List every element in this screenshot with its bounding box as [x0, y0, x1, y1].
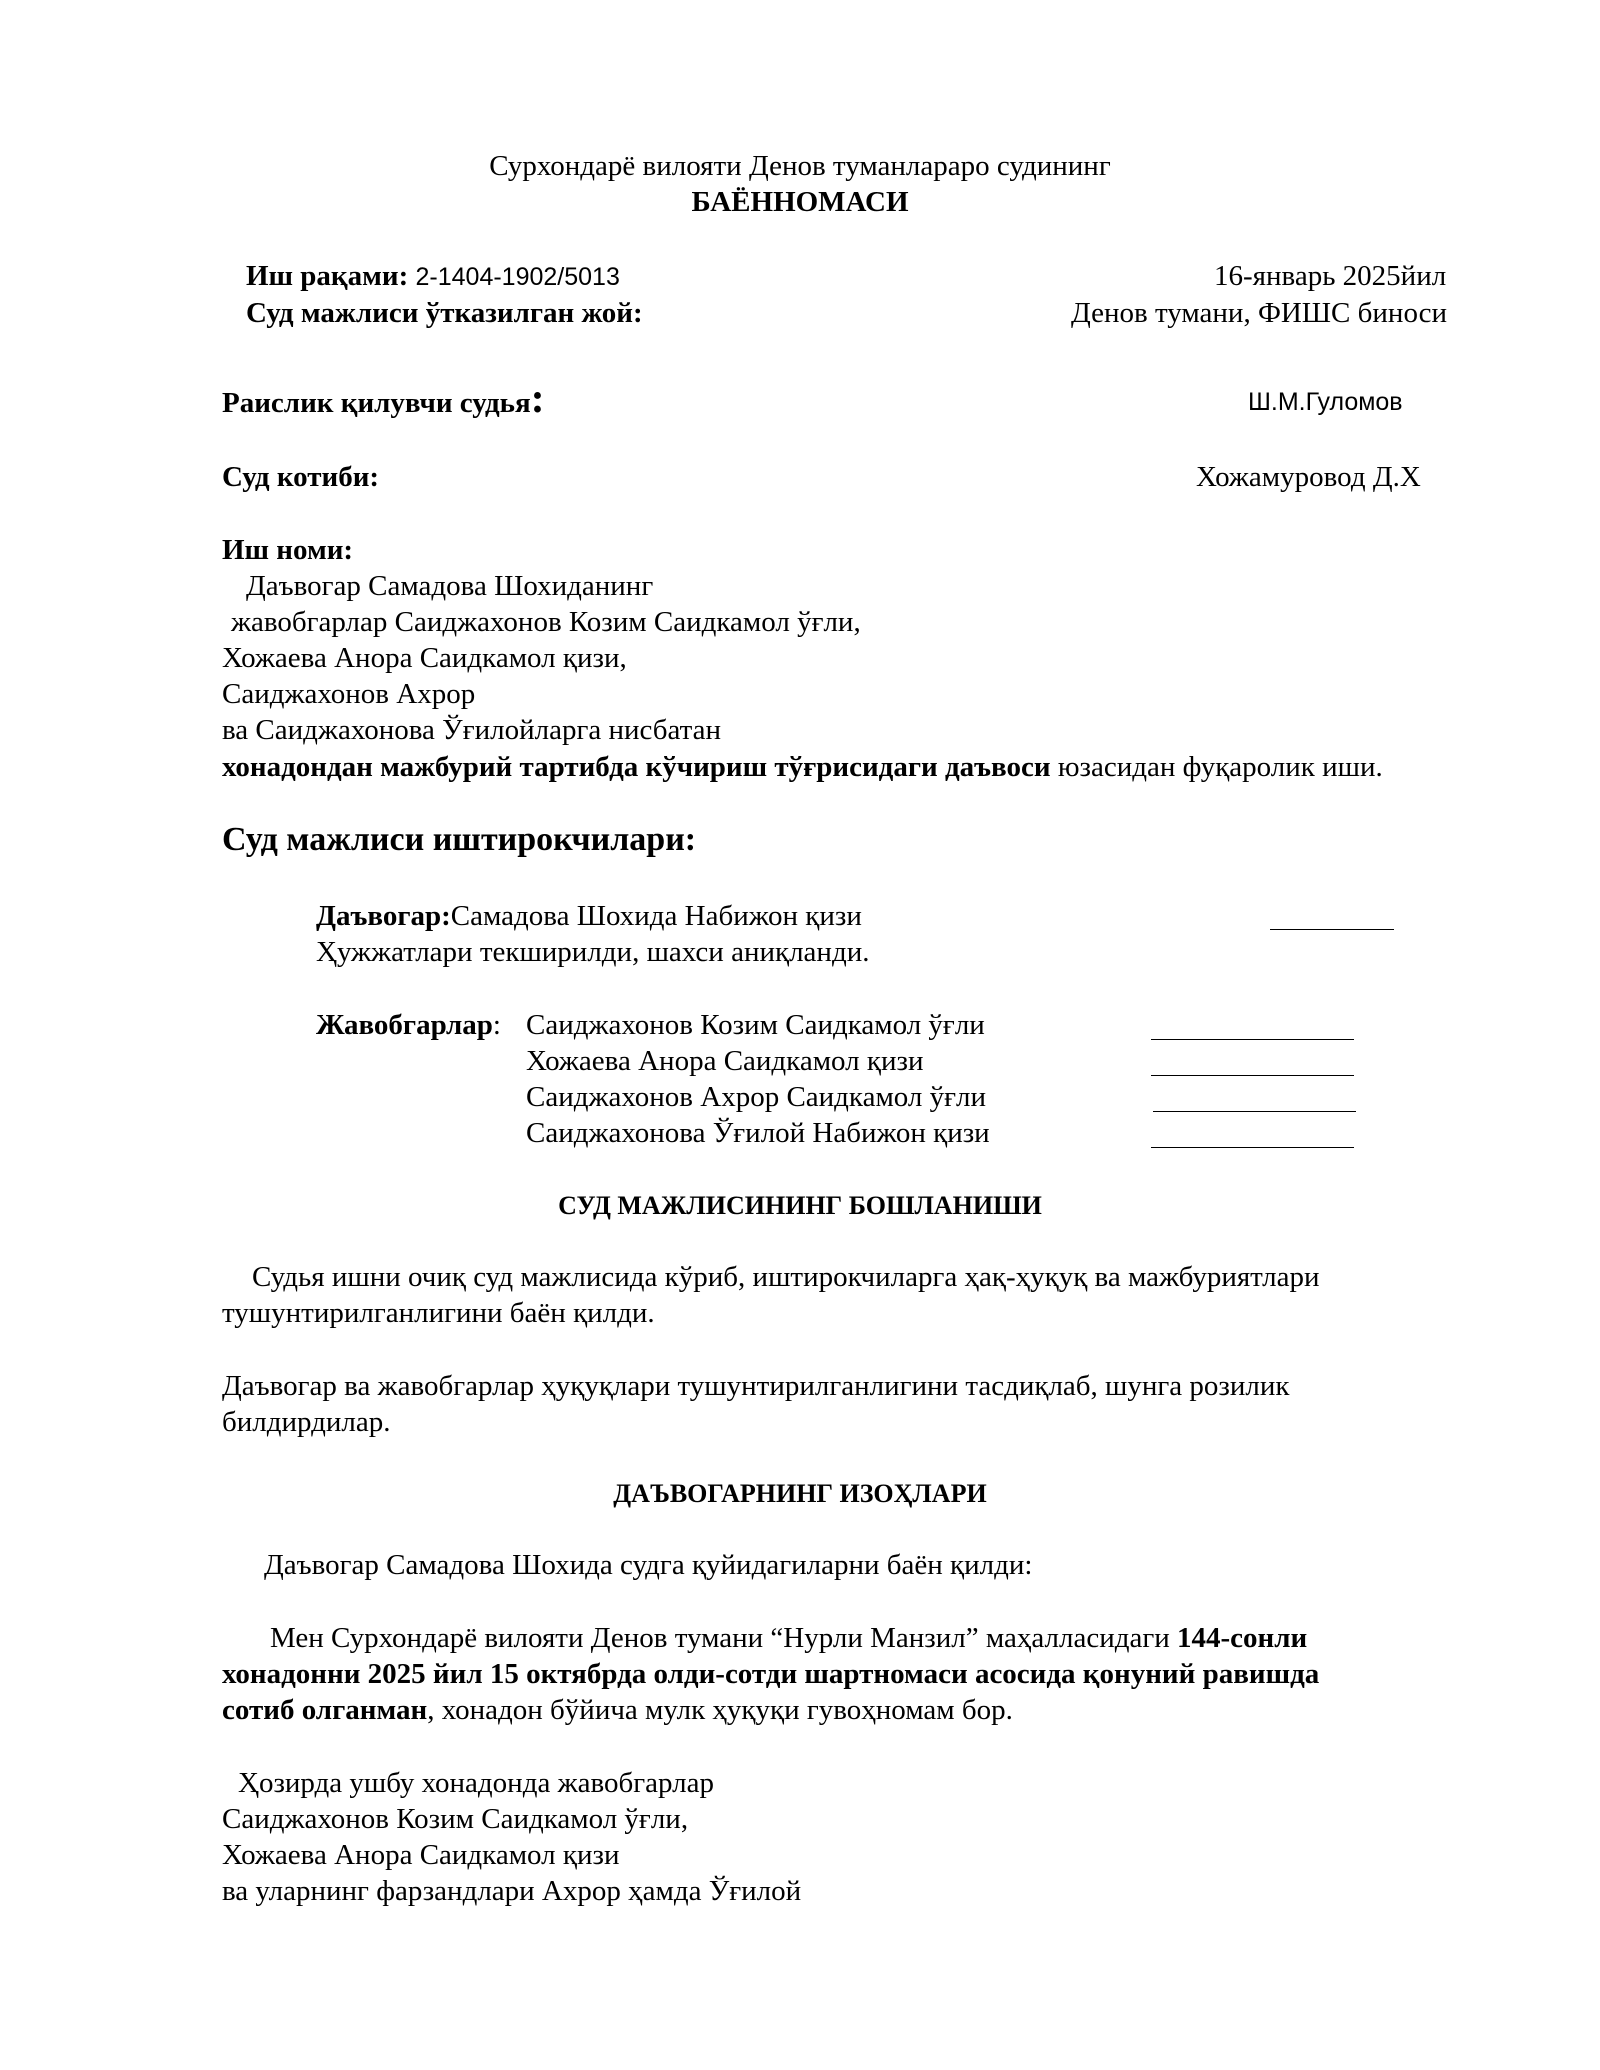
statements-heading: ДАЪВОГАРНИНГ ИЗОҲЛАРИ — [613, 1479, 987, 1508]
opening-paragraph-line: Судья ишни очиқ суд мажлисида кўриб, иштирокчиларга ҳақ-ҳуқуқ ва мажбуриятлари — [252, 1261, 1320, 1293]
case-name-line: жавобгарлар Саиджахонов Козим Саидкамол ўғли, — [231, 606, 861, 638]
plaintiff-label: Даъвогар: — [316, 900, 451, 932]
venue-value: Денов тумани, ФИШС биноси — [1071, 297, 1448, 329]
opening-paragraph-line: Даъвогар ва жавобгарлар ҳуқуқлари тушунтирилганлигини тасдиқлаб, шунга розилик — [222, 1370, 1290, 1402]
opening-heading: СУД МАЖЛИСИНИНГ БОШЛАНИШИ — [558, 1191, 1042, 1220]
defendants-label: Жавобгарлар — [316, 1009, 493, 1041]
case-number-label: Иш рақами: — [246, 260, 409, 292]
case-name-line: Хожаева Анора Саидкамол қизи, — [222, 642, 627, 674]
case-date: 16-январь 2025йил — [1214, 260, 1447, 292]
court-line: Сурхондарё вилояти Денов туманлараро судининг — [489, 150, 1111, 182]
claim-bold: хонадондан мажбурий тартибда кўчириш тўғрисидаги даъвоси — [222, 751, 1051, 783]
statement-line: Хожаева Анора Саидкамол қизи — [222, 1839, 620, 1871]
defendant-signature-line — [1151, 1075, 1354, 1076]
plaintiff-name: Самадова Шохида Набижон қизи — [450, 900, 862, 932]
defendant-signature-line — [1151, 1147, 1354, 1148]
case-name-line: ва Саиджахонова Ўғилойларга нисбатан — [222, 714, 722, 746]
statement-line — [222, 1692, 1013, 1728]
secretary-label: Суд котиби: — [222, 461, 380, 493]
case-number-value: 2-1404-1902/5013 — [415, 263, 620, 291]
plaintiff-row — [316, 898, 862, 934]
statement-line: Ҳозирда ушбу хонадонда жавобгарлар — [238, 1767, 714, 1799]
opening-paragraph-line: билдирдилар. — [222, 1406, 391, 1438]
opening-paragraph-line: тушунтирилганлигини баён қилди. — [222, 1297, 655, 1329]
case-claim — [222, 749, 1383, 785]
statements-intro: Даъвогар Самадова Шохида судга қуйидагиларни баён қилди: — [264, 1549, 1033, 1581]
participants-heading: Суд мажлиси иштирокчилари: — [222, 821, 697, 858]
claim-rest: юзасидан фуқаролик иши. — [1050, 751, 1383, 783]
plaintiff-note: Ҳужжатлари текширилди, шахси аниқланди. — [316, 936, 870, 968]
judge-label: Раислик қилувчи судья — [222, 387, 531, 419]
statement-line: ва уларнинг фарзандлари Ахрор ҳамда Ўғилой — [222, 1875, 802, 1907]
statement-bold-line: хонадонни 2025 йил 15 октябрда олди-сотди шартномаси асосида қонуний равишда — [222, 1658, 1320, 1690]
case-number-row — [246, 258, 620, 295]
statement-line — [270, 1620, 1307, 1656]
judge-label-row — [222, 376, 545, 422]
plaintiff-signature-line — [1270, 929, 1394, 930]
judge-name: Ш.М.Гуломов — [1248, 388, 1403, 416]
case-name-line: Даъвогар Самадова Шохиданинг — [246, 570, 654, 602]
defendant-name: Саиджахонов Козим Саидкамол ўғли — [526, 1009, 985, 1041]
defendants-colon: : — [492, 1009, 509, 1041]
defendants-label-row — [316, 1007, 508, 1043]
secretary-name: Хожамуровод Д.Х — [1196, 461, 1421, 493]
statement-line: Саиджахонов Козим Саидкамол ўғли, — [222, 1803, 689, 1835]
statement-bold-text: 144-сонли — [1177, 1622, 1308, 1654]
statement-text: , хонадон бўйича мулк ҳуқуқи гувоҳномам бор. — [427, 1694, 1013, 1726]
judge-colon: : — [530, 376, 545, 422]
case-name-label: Иш номи: — [222, 534, 354, 566]
statement-text: Мен Сурхондарё вилояти Денов тумани “Нурли Манзил” маҳалласидаги — [270, 1622, 1178, 1654]
defendant-name: Хожаева Анора Саидкамол қизи — [526, 1045, 924, 1077]
defendant-signature-line — [1151, 1039, 1354, 1040]
document-title: БАЁННОМАСИ — [691, 186, 909, 218]
statement-bold-text: сотиб олганман — [222, 1694, 428, 1726]
defendant-name: Саиджахонов Ахрор Саидкамол ўғли — [526, 1081, 987, 1113]
case-name-line: Саиджахонов Ахрор — [222, 678, 476, 710]
venue-label: Суд мажлиси ўтказилган жой: — [246, 297, 643, 329]
defendant-signature-line — [1153, 1111, 1356, 1112]
defendant-name: Саиджахонова Ўғилой Набижон қизи — [526, 1117, 990, 1149]
